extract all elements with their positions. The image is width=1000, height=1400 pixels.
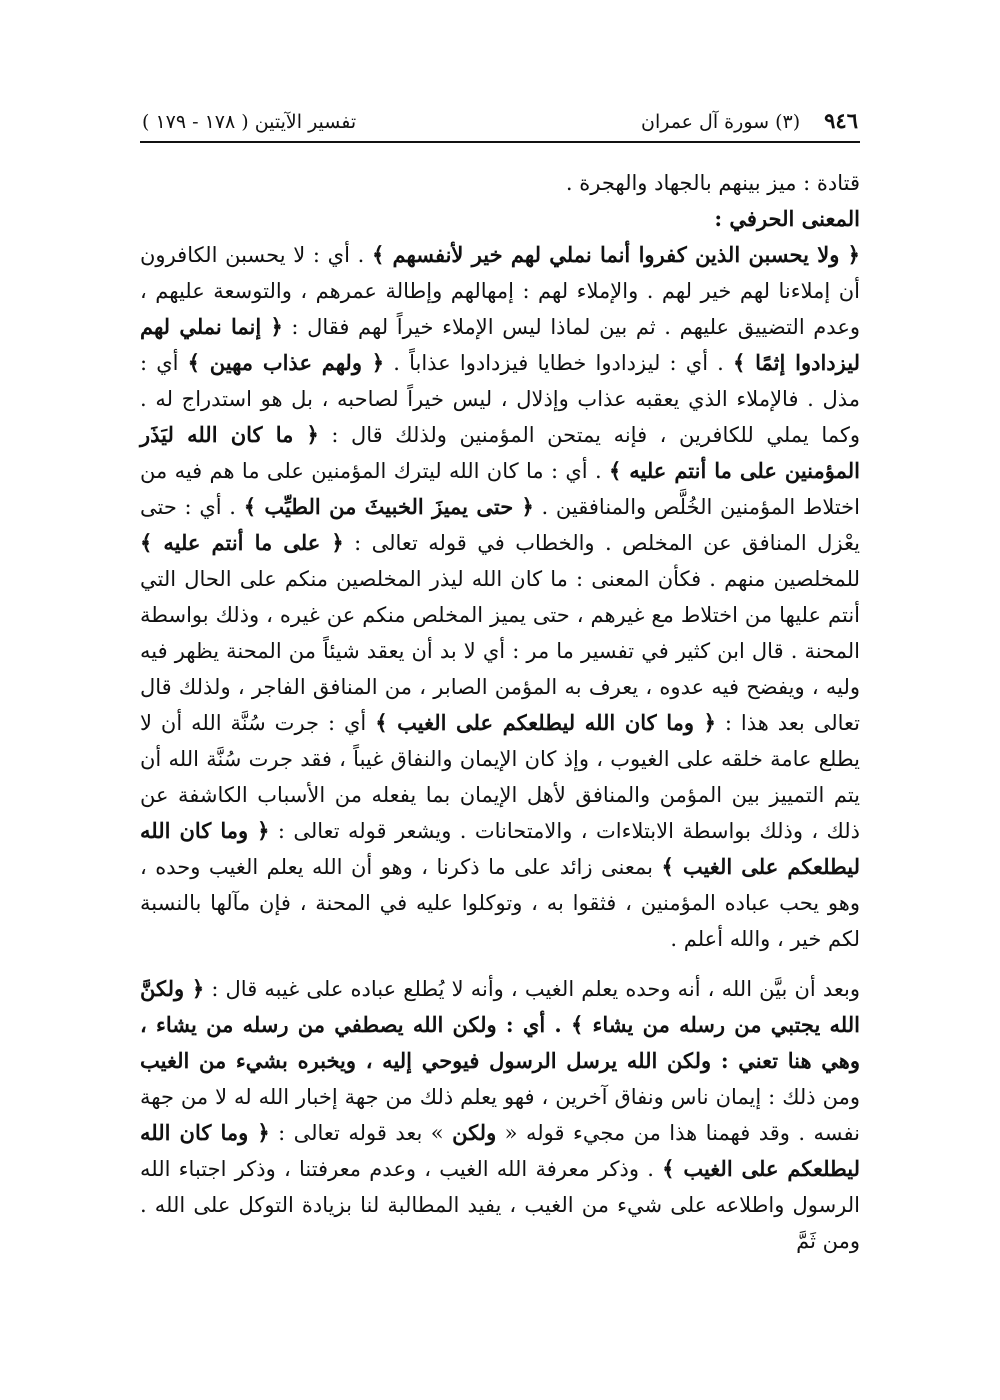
paragraph-continuation (140, 971, 860, 1259)
page-number: ٩٤٦ (824, 108, 858, 133)
commentary-text: بمعنى زائد على ما ذكرنا ، وهو أن الله يعلم الغيب وحده ، وهو يحب عباده المؤمنين ، فثقوا به ، وتوكلوا عليه في المحنة ، فإن مآلها بالنسبة لكم خير ، والله أعلم . (140, 855, 860, 951)
header-right-group (641, 108, 858, 133)
quranic-quote: ﴿ على ما أنتم عليه ﴾ (140, 530, 344, 555)
section-title: تفسير الآيتين ( ١٧٨ - ١٧٩ ) (142, 111, 357, 133)
quranic-quote: . أي : ولكن الله يصطفي من رسله من يشاء ، وهي هنا تعني : ولكن الله يرسل الرسول فيوحي إليه ، ويخبره بشيء من الغيب (140, 1012, 860, 1073)
commentary-text: أي : مذل . فالإملاء الذي يعقبه عذاب وإذلال ، ليس خيراً لصاحبه ، بل هو استدراج له . وكما يملي للكافرين ، فإنه يمتحن المؤمنين ولذلك قال : (140, 351, 861, 447)
quranic-quote: ولكن (452, 1120, 497, 1145)
paragraph-gap (140, 957, 860, 971)
document-page (140, 108, 860, 1259)
paragraph-literal-meaning (140, 237, 860, 957)
commentary-text: أي : جرت سُنَّة الله أن لا يطلع عامة خلقه على الغيوب ، وإذ كان الإيمان والنفاق غيباً ، فقد جرت سُنَّة الله أن يتم التمييز بين المؤمن والمنافق لأهل الإيمان بما يفعله من الأسباب الكاشفة عن ذلك ، وذلك بواسطة الابتلاءات ، والامتحانات . ويشعر قوله تعالى : (140, 711, 860, 843)
commentary-text: نفسه . وقد فهمنا هذا من مجيء قوله « (496, 1121, 860, 1145)
commentary-text: » بعد قوله تعالى : (269, 1121, 453, 1145)
intro-line: قتادة : ميز بينهم بالجهاد والهجرة . (565, 171, 860, 195)
quranic-quote: ﴿ حتى يميزَ الخبيثَ من الطيِّب ﴾ (243, 494, 534, 519)
commentary-text: . أي : ليزدادوا خطايا فيزدادوا عذاباً . (384, 351, 734, 375)
quranic-quote: ﴿ ولا يحسبن الذين كفروا أنما نملي لهم خير لأنفسهم ﴾ (371, 242, 860, 267)
quranic-quote: ﴿ وما كان الله ليطلعكم على الغيب ﴾ (140, 1120, 861, 1181)
quranic-quote: ﴿ ولكنَّ الله يجتبي من رسله من يشاء ﴾ (140, 976, 860, 1037)
surah-title: (٣) سورة آل عمران (640, 111, 801, 133)
commentary-text: ومن ذلك : إيمان ناس ونفاق آخرين ، فهو يعلم ذلك من جهة إخبار الله له لا من جهة (140, 1085, 860, 1109)
commentary-text: . أي : لا يحسبن الكافرون أن إملاءنا لهم خير لهم . والإملاء لهم : إمهالهم وإطالة عمرهم ، والتوسعة عليهم ، وعدم التضييق عليهم . ثم بين لماذا ليس الإملاء خيراً لهم فقال : (140, 243, 860, 339)
quranic-quote: ﴿ وما كان الله ليطلعكم على الغيب ﴾ (140, 818, 860, 879)
quranic-quote: ﴿ وما كان الله ليطلعكم على الغيب ﴾ (375, 710, 716, 735)
quranic-quote: ﴿ إنما نملي لهم ليزدادوا إثمًا ﴾ (140, 314, 860, 375)
commentary-text: . أي : ما كان الله ليترك المؤمنين على ما هم فيه من اختلاط المؤمنين الخُلَّص والمنافقين . (140, 459, 860, 519)
page-body (140, 165, 860, 1259)
commentary-text: . وذكر معرفة الله الغيب ، وعدم معرفتنا ، وذكر اجتباء الله الرسول واطلاعه على شيء من الغيب ، يفيد المطالبة لنا بزيادة التوكل على الله . ومن ثَمَّ (140, 1157, 860, 1253)
commentary-text: وبعد أن بيَّن الله ، أنه وحده يعلم الغيب ، وأنه لا يُطلع عباده على غيبه قال : (204, 977, 860, 1001)
quranic-quote: ﴿ ولهم عذاب مهين ﴾ (187, 350, 385, 375)
section-heading: المعنى الحرفي : (714, 206, 860, 231)
commentary-text: للمخلصين منهم . فكأن المعنى : ما كان الله ليذر المخلصين منكم على الحال التي أنتم عليها من اختلاط مع غيرهم ، حتى يميز المخلص منكم عن غيره ، وذلك بواسطة المحنة . قال ابن كثير في تفسير ما مر : أي لا بد أن يعقد شيئاً من المحنة يظهر فيه وليه ، ويفضح فيه عدوه ، يعرف به المؤمن الصابر ، من المنافق الفاجر ، ولذلك قال تعالى بعد هذا : (140, 567, 861, 735)
quranic-quote: ﴿ ما كان الله ليَذَر المؤمنين على ما أنتم عليه ﴾ (140, 422, 860, 483)
commentary-text: . أي : حتى يعْزل المنافق عن المخلص . والخطاب في قوله تعالى : (140, 495, 861, 555)
page-header (140, 108, 860, 143)
